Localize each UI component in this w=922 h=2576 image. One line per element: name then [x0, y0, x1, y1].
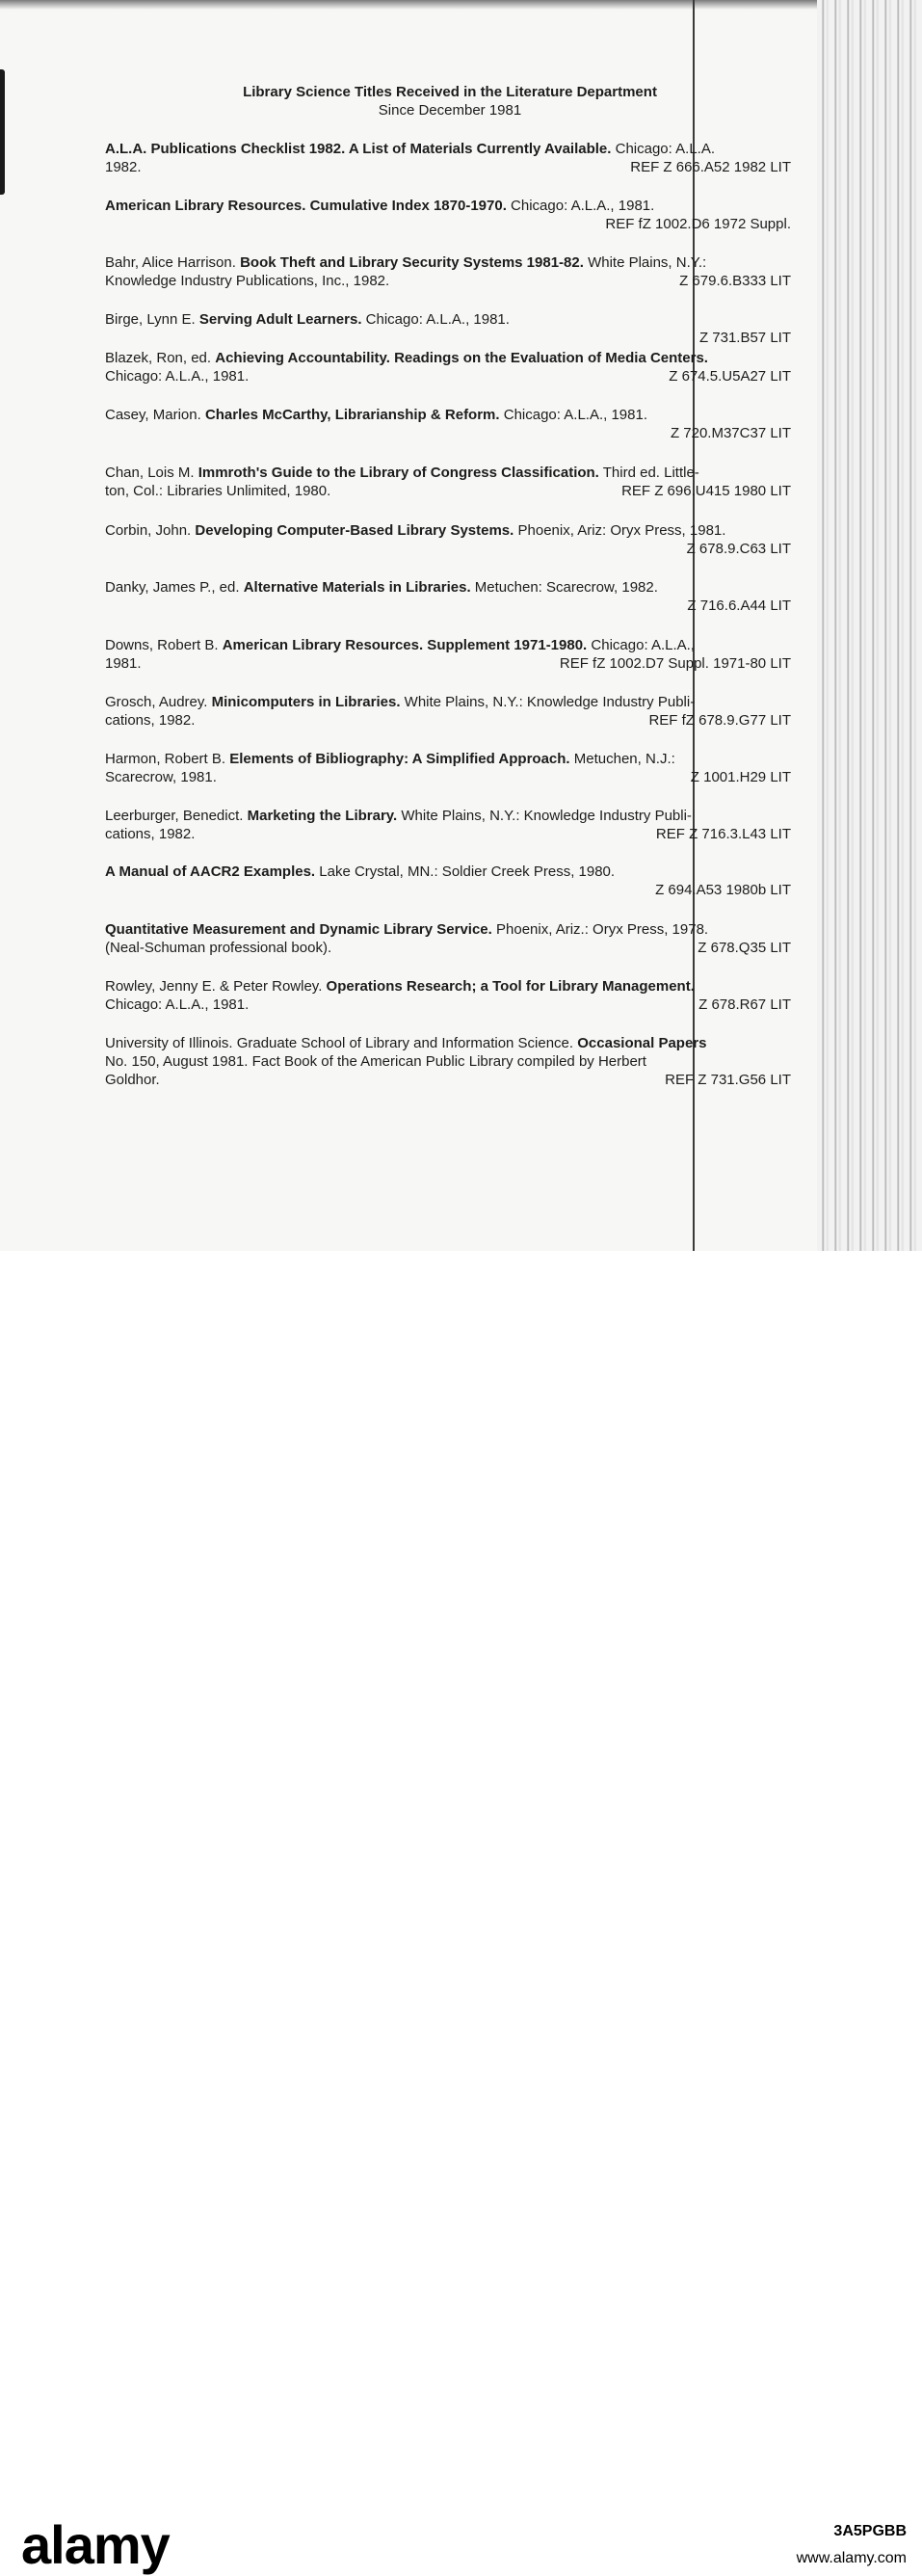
bib-entry	[105, 807, 791, 843]
bib-entry	[105, 1034, 791, 1089]
call-number: REF fZ 1002.D7 Suppl. 1971-80 LIT	[559, 655, 791, 672]
entry-continuation: 1982.	[105, 159, 142, 175]
entry-imprint: Chicago: A.L.A.	[615, 141, 716, 157]
entry-line	[105, 807, 791, 825]
call-number: REF Z 716.3.L43 LIT	[655, 826, 791, 842]
call-number: REF Z 666.A52 1982 LIT	[630, 159, 791, 175]
entry-title: Book Theft and Library Security Systems 1981-82.	[240, 254, 584, 271]
bib-entry	[105, 863, 791, 899]
entry-author: Downs, Robert B.	[105, 637, 219, 653]
bib-entry	[105, 521, 791, 558]
entry-title: Serving Adult Learners.	[198, 311, 362, 328]
entry-line	[105, 521, 791, 540]
call-number: Z 678.Q35 LIT	[698, 940, 791, 956]
entry-title: Charles McCarthy, Librarianship & Reform.	[204, 407, 500, 423]
entry-title: Operations Research; a Tool for Library Management.	[326, 978, 695, 995]
call-number: Z 678.9.C63 LIT	[686, 541, 791, 557]
call-number: REF Z 731.G56 LIT	[665, 1072, 791, 1088]
call-number: Z 679.6.B333 LIT	[679, 273, 791, 289]
entry-title: Developing Computer-Based Library Systems.	[195, 522, 514, 539]
entry-imprint: Chicago: A.L.A., 1981.	[511, 198, 655, 214]
bib-entry	[105, 253, 791, 290]
entry-continuation: Scarecrow, 1981.	[105, 769, 217, 785]
scanned-page	[0, 0, 922, 1251]
entry-author: Leerburger, Benedict.	[105, 808, 244, 824]
bib-entry	[105, 310, 791, 347]
entry-line	[105, 197, 791, 215]
bib-entry	[105, 920, 791, 957]
entry-continuation: cations, 1982.	[105, 712, 196, 729]
image-id: 3A5PGBB	[833, 2523, 907, 2539]
entry-title: American Library Resources. Cumulative Index 1870-1970.	[105, 198, 507, 214]
call-number: REF fZ 678.9.G77 LIT	[648, 712, 791, 729]
entry-title: Minicomputers in Libraries.	[211, 694, 401, 710]
entry-title: Alternative Materials in Libraries.	[243, 579, 471, 596]
bib-entry	[105, 349, 791, 385]
entry-title: A Manual of AACR2 Examples.	[105, 863, 316, 880]
entry-line	[105, 310, 791, 329]
entry-author: Harmon, Robert B.	[105, 751, 226, 767]
entry-blank-line	[105, 329, 791, 347]
entry-title: American Library Resources. Supplement 1971-1980.	[222, 637, 588, 653]
entry-author: University of Illinois. Graduate School of Library and Information Science.	[105, 1035, 574, 1051]
entry-line	[105, 863, 791, 881]
entry-line	[105, 750, 791, 768]
entry-continuation: Chicago: A.L.A., 1981.	[105, 996, 250, 1013]
entry-title: A.L.A. Publications Checklist 1982. A List of Materials Currently Available.	[105, 141, 612, 157]
entry-imprint: Chicago: A.L.A.,	[591, 637, 695, 653]
entry-imprint: Chicago: A.L.A., 1981.	[365, 311, 510, 328]
entry-title: Immroth's Guide to the Library of Congress Classification.	[198, 465, 599, 481]
entry-continuation: 1981.	[105, 655, 142, 672]
entry-continuation: No. 150, August 1981. Fact Book of the American Public Library compiled by Herbert	[105, 1053, 646, 1070]
entry-author: Bahr, Alice Harrison.	[105, 254, 236, 271]
site-url: www.alamy.com	[796, 2550, 907, 2566]
entry-imprint: Phoenix, Ariz.: Oryx Press, 1978.	[496, 921, 709, 938]
entry-author: Chan, Lois M.	[105, 465, 195, 481]
entry-line	[105, 977, 791, 996]
entry-line	[105, 349, 791, 367]
entry-continuation: ton, Col.: Libraries Unlimited, 1980.	[105, 483, 331, 499]
entry-imprint: Metuchen: Scarecrow, 1982.	[474, 579, 658, 596]
entry-imprint: White Plains, N.Y.:	[588, 254, 707, 271]
scan-top-edge	[0, 0, 922, 10]
entry-line	[105, 1034, 791, 1052]
bib-entry	[105, 636, 791, 673]
entry-author: Danky, James P., ed.	[105, 579, 240, 596]
entry-title: Occasional Papers	[577, 1035, 707, 1051]
entry-continuation: Goldhor.	[105, 1072, 160, 1088]
bib-entry	[105, 578, 791, 615]
entry-line	[105, 464, 791, 482]
entry-line	[105, 578, 791, 597]
entry-title: Quantitative Measurement and Dynamic Library Service.	[105, 921, 492, 938]
call-number: REF fZ 1002.D6 1972 Suppl.	[605, 216, 791, 232]
call-number: Z 694.A53 1980b LIT	[655, 882, 791, 898]
bib-entry	[105, 977, 791, 1014]
entry-continuation: (Neal-Schuman professional book).	[105, 940, 332, 956]
entry-continuation: Knowledge Industry Publications, Inc., 1982.	[105, 273, 390, 289]
bib-entry	[105, 693, 791, 730]
entry-continuation: cations, 1982.	[105, 826, 196, 842]
entry-line	[105, 406, 791, 424]
entry-imprint: Third ed. Little-	[602, 465, 699, 481]
alamy-logo: alamy	[21, 2514, 170, 2575]
entry-author: Blazek, Ron, ed.	[105, 350, 212, 366]
bib-entry	[105, 464, 791, 500]
call-number: Z 1001.H29 LIT	[690, 769, 791, 785]
entry-line	[105, 636, 791, 654]
entry-imprint: Lake Crystal, MN.: Soldier Creek Press, 1980.	[319, 863, 616, 880]
page-subtitle: Since December 1981	[378, 102, 522, 119]
entry-author: Birge, Lynn E.	[105, 311, 196, 328]
call-number: Z 720.M37C37 LIT	[670, 425, 791, 441]
entry-author: Grosch, Audrey.	[105, 694, 208, 710]
call-number: Z 716.6.A44 LIT	[687, 598, 791, 614]
entry-imprint: Metuchen, N.J.:	[573, 751, 675, 767]
entry-title: Elements of Bibliography: A Simplified Approach.	[229, 751, 570, 767]
call-number: Z 678.R67 LIT	[698, 996, 791, 1013]
entry-continuation: Chicago: A.L.A., 1981.	[105, 368, 250, 385]
entry-imprint: Chicago: A.L.A., 1981.	[503, 407, 648, 423]
page-title: Library Science Titles Received in the Literature Department	[243, 84, 657, 100]
entry-imprint: White Plains, N.Y.: Knowledge Industry Publi-	[401, 808, 692, 824]
bib-entry	[105, 197, 791, 233]
entry-author: Rowley, Jenny E. & Peter Rowley.	[105, 978, 323, 995]
call-number: Z 731.B57 LIT	[698, 330, 791, 346]
call-number: REF Z 696.U415 1980 LIT	[621, 483, 791, 499]
entry-title: Marketing the Library.	[247, 808, 398, 824]
entry-title: Achieving Accountability. Readings on the Evaluation of Media Centers.	[215, 350, 708, 366]
scan-right-edge	[817, 0, 922, 1251]
bib-entry	[105, 750, 791, 786]
bib-entry	[105, 406, 791, 442]
watermark-bar	[0, 1251, 922, 2575]
bib-entry	[105, 140, 791, 176]
entry-author: Corbin, John.	[105, 522, 192, 539]
entry-line	[105, 693, 791, 711]
call-number: Z 674.5.U5A27 LIT	[669, 368, 791, 385]
entry-line	[105, 140, 791, 158]
entry-author: Casey, Marion.	[105, 407, 201, 423]
entry-imprint: Phoenix, Ariz: Oryx Press, 1981.	[517, 522, 726, 539]
entry-line	[105, 253, 791, 272]
entry-imprint: White Plains, N.Y.: Knowledge Industry Publi-	[404, 694, 696, 710]
entry-line	[105, 920, 791, 939]
